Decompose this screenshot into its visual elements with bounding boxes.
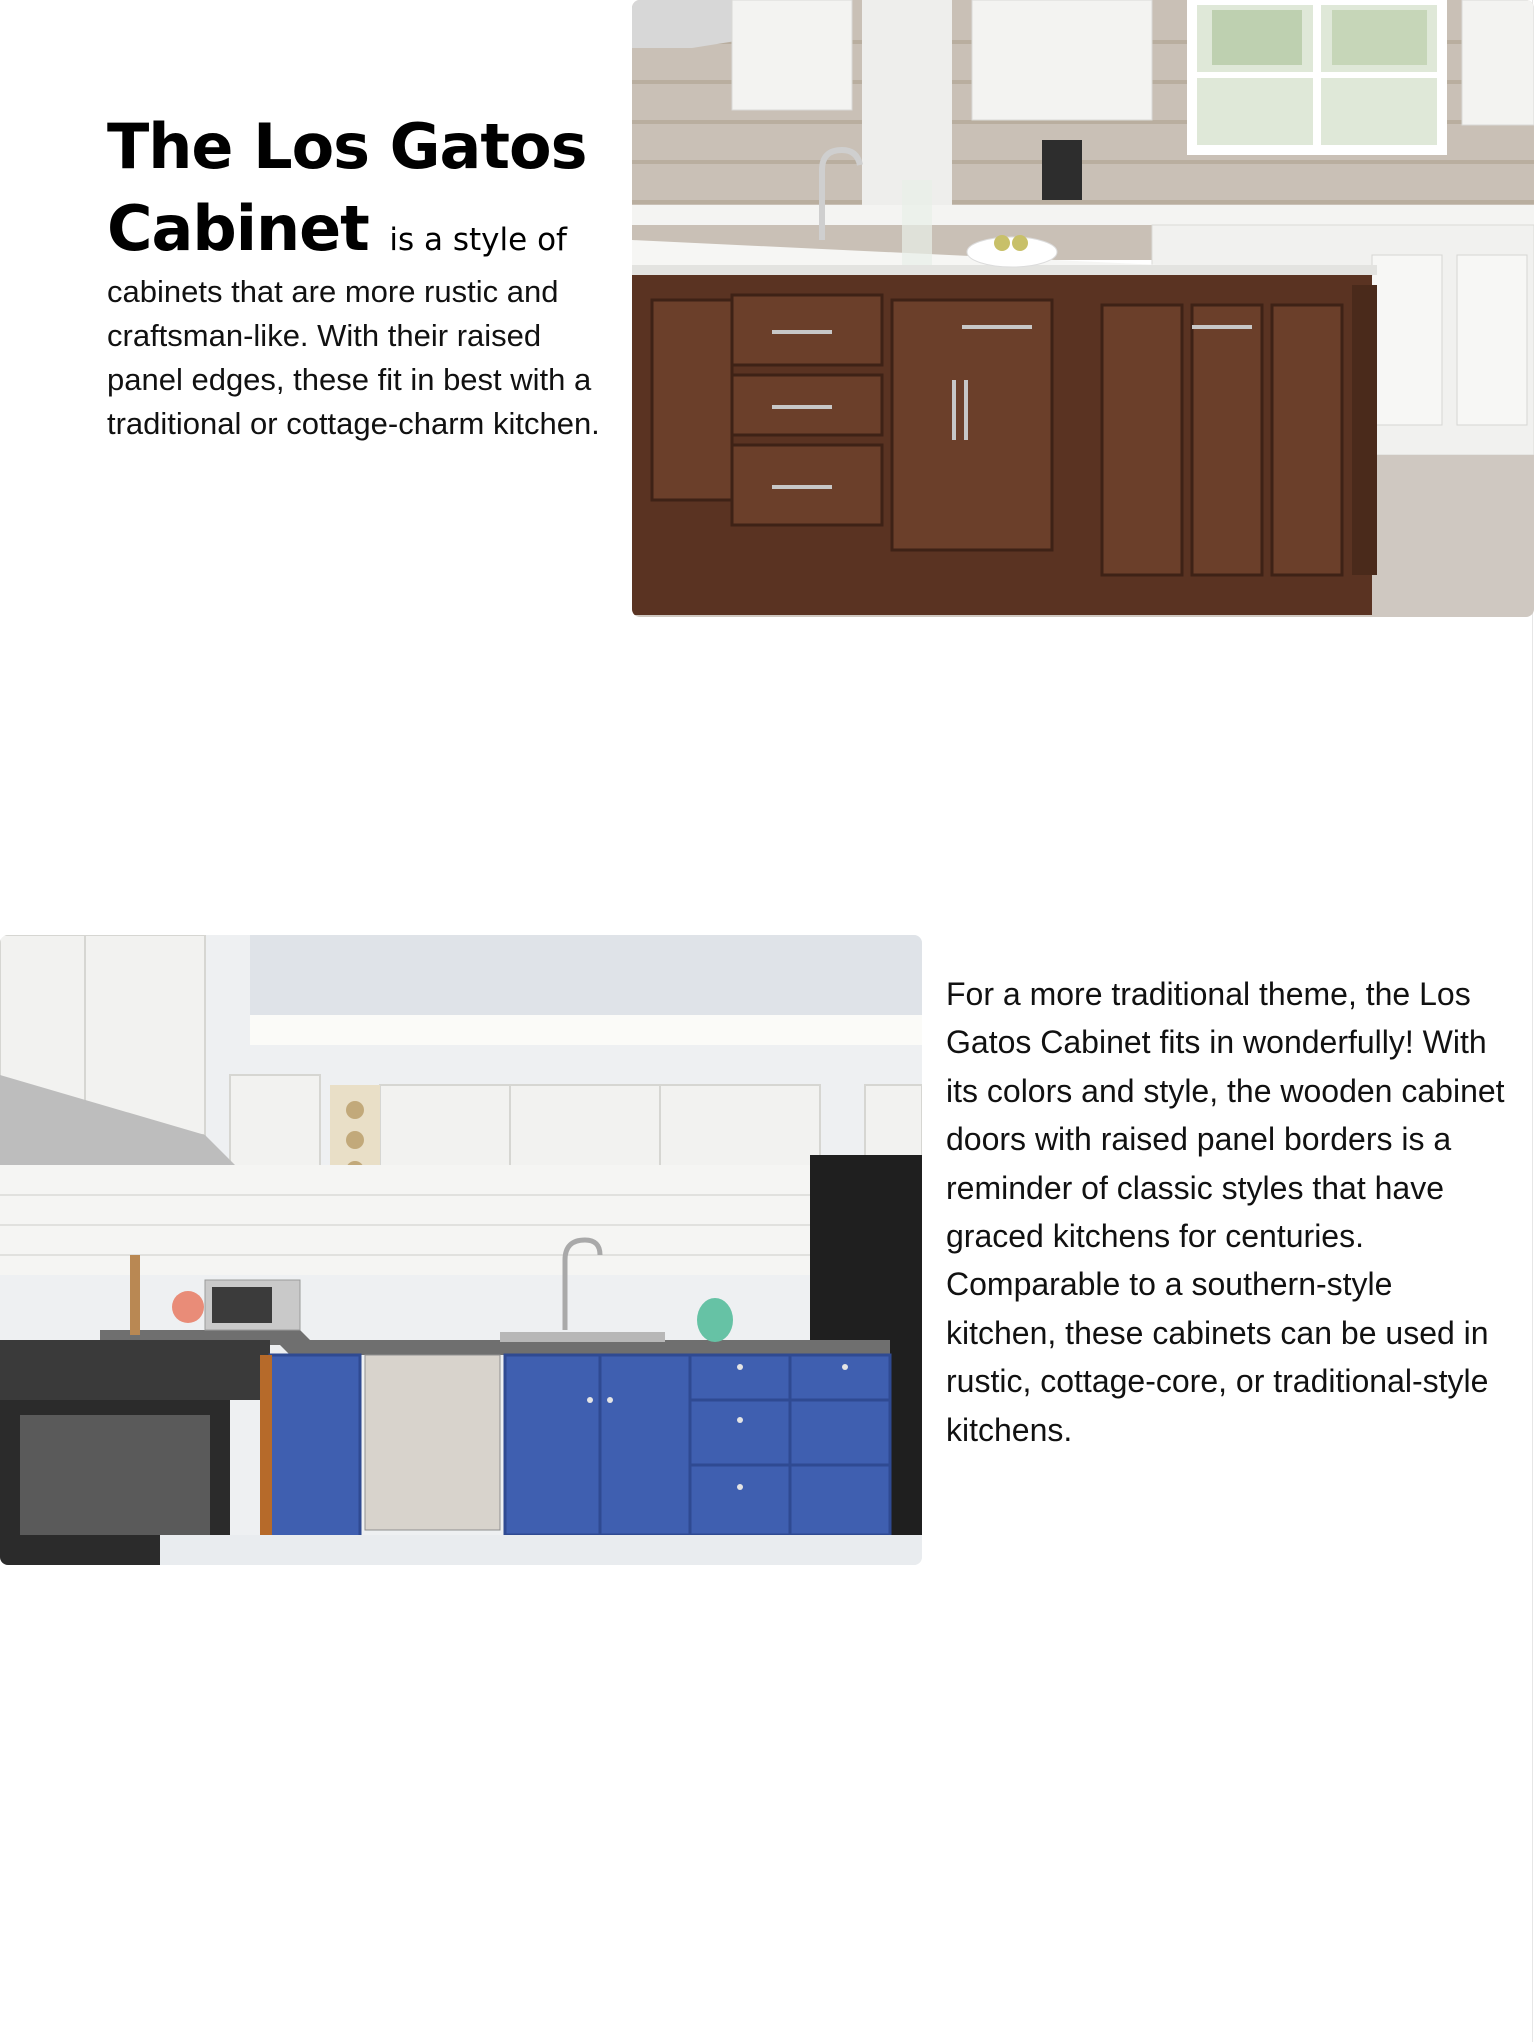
heading-line-2: Cabinet (107, 192, 369, 265)
intro-paragraph: cabinets that are more rustic and craftsman-like. With their raised panel edges, these fit in best with a traditional or cottage-charm kitchen. (107, 274, 600, 441)
blue-kitchen-illustration (0, 935, 922, 1565)
section-heading (107, 106, 607, 270)
kitchen-island-illustration (632, 0, 1534, 617)
intro-text-block (107, 106, 607, 446)
blue-kitchen-photo (0, 935, 922, 1565)
kitchen-island-photo (632, 0, 1534, 617)
body-paragraph: For a more traditional theme, the Los Gatos Cabinet fits in wonderfully! With its colors and style, the wooden cabinet doors with raised panel borders is a reminder of classic styles that have graced kitchens for centuries. Comparable to a southern-style kitchen, these cabinets can be used in rustic, cottage-core, or traditional-style kitchens. (946, 976, 1505, 1448)
heading-inline-text: is a style of (389, 222, 567, 258)
heading-line-1: The Los Gatos (107, 110, 587, 183)
